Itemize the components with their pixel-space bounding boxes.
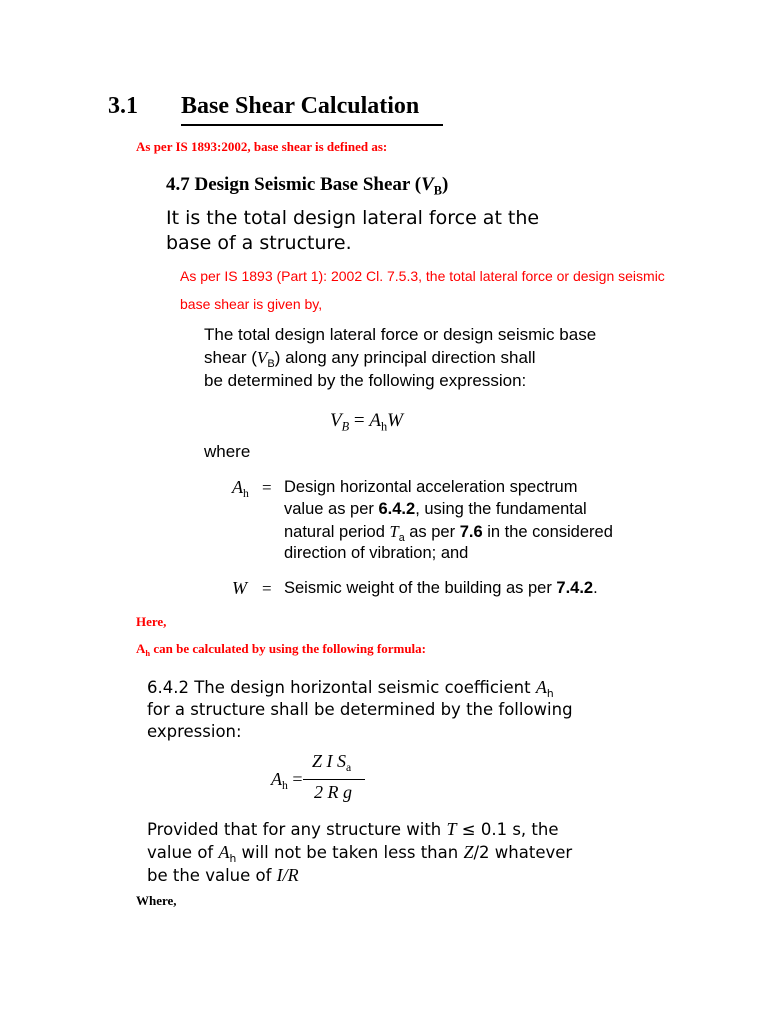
section-title: Base Shear Calculation xyxy=(181,93,420,119)
ah-intro-subscript: h xyxy=(145,647,151,658)
proviso-line2-b: will not be taken less than xyxy=(236,843,464,862)
ah-subscript: h xyxy=(546,686,554,700)
formula-ah-letter: A xyxy=(271,769,282,789)
def-w-equals: = xyxy=(262,579,272,598)
def-ah-line3-d: in the considered xyxy=(482,523,613,541)
ah-formula-numerator xyxy=(312,751,351,774)
base-shear-formula xyxy=(330,410,403,434)
formula-equals: = xyxy=(349,410,370,431)
i-over-r-symbol: I/R xyxy=(276,865,299,885)
vb-subscript: B xyxy=(433,183,443,198)
ta-subscript: a xyxy=(398,531,405,544)
ref-7-4-2: 7.4.2 xyxy=(556,579,594,597)
ah-formula-intro xyxy=(136,641,426,658)
t-symbol: T xyxy=(446,819,457,839)
vb-symbol: V xyxy=(256,348,268,367)
formula-w-symbol: W xyxy=(387,410,403,431)
clause-7-5-3-line1: The total design lateral force or design seismic base xyxy=(204,325,597,344)
ref-7-6: 7.6 xyxy=(459,523,483,541)
def-ah-line3-a: natural period xyxy=(284,523,390,541)
vb-symbol: V xyxy=(421,174,434,195)
def-ah-line3 xyxy=(284,522,613,544)
here-label: Here, xyxy=(136,614,167,629)
def-w-text xyxy=(284,579,598,598)
red-note-line1: As per IS 1893 (Part 1): 2002 Cl. 7.5.3, the total lateral force or design seismic xyxy=(180,268,665,284)
formula-ah-subscript: h xyxy=(282,779,288,793)
vb-subscript: B xyxy=(267,357,275,370)
formula-equals: = xyxy=(287,769,303,789)
def-w-period: . xyxy=(593,579,598,597)
clause-7-5-3-line3: be determined by the following expression: xyxy=(204,371,527,390)
numerator-subscript: a xyxy=(346,761,352,775)
z-symbol: Z xyxy=(463,842,474,862)
formula-vb-symbol: V xyxy=(330,410,342,431)
clause-6-4-2-line3: expression: xyxy=(147,722,242,741)
ah-symbol: A xyxy=(535,677,547,697)
clause-7-5-3-line2 xyxy=(204,348,536,370)
clause-6-4-2-line2: for a structure shall be determined by the following xyxy=(147,700,573,719)
def-ah-symbol xyxy=(232,477,249,500)
clause-4-7-title xyxy=(166,174,448,198)
formula-ah-subscript: h xyxy=(380,419,388,434)
ah-intro-symbol: A xyxy=(136,641,146,656)
def-ah-subscript: h xyxy=(243,487,249,501)
line2-text-b: ) along any principal direction shall xyxy=(274,348,536,367)
def-ah-line4: direction of vibration; and xyxy=(284,544,469,562)
ah-formula-denominator: 2 R g xyxy=(314,782,352,802)
clause-4-7-title-text: 4.7 Design Seismic Base Shear ( xyxy=(166,174,422,195)
formula-ah-symbol: A xyxy=(369,410,381,431)
section-number: 3.1 xyxy=(108,93,138,119)
proviso-line1-b: ≤ 0.1 s, the xyxy=(456,820,559,839)
clause-6-4-2-text: 6.4.2 The design horizontal seismic coefficient xyxy=(147,678,536,697)
def-ah-letter: A xyxy=(232,477,243,497)
red-note-line2: base shear is given by, xyxy=(180,296,323,312)
proviso-line1-a: Provided that for any structure with xyxy=(147,820,447,839)
ref-6-4-2: 6.4.2 xyxy=(378,500,416,518)
proviso-line3 xyxy=(147,864,299,887)
ah-formula-lhs xyxy=(271,769,303,792)
where-label: where xyxy=(204,442,251,461)
def-ah-line2-c: , using the fundamental xyxy=(415,500,587,518)
section-title-underline xyxy=(181,124,443,126)
def-ah-line1: Design horizontal acceleration spectrum xyxy=(284,478,578,496)
proviso-line2-d: /2 whatever xyxy=(473,843,573,862)
ah-subscript: h xyxy=(229,851,237,865)
ah-intro-text: can be calculated by using the following formula: xyxy=(150,641,426,656)
def-ah-line2-a: value as per xyxy=(284,500,379,518)
line2-text-a: shear ( xyxy=(204,348,257,367)
def-ah-line2 xyxy=(284,500,587,519)
proviso-line3-a: be the value of xyxy=(147,866,277,885)
def-w-symbol: W xyxy=(232,578,247,598)
where-end-label: Where, xyxy=(136,893,177,908)
proviso-line2-a: value of xyxy=(147,843,219,862)
def-w-text-a: Seismic weight of the building as per xyxy=(284,579,557,597)
ah-symbol: A xyxy=(218,842,230,862)
proviso-line1 xyxy=(147,818,559,841)
def-ah-equals: = xyxy=(262,478,272,497)
fraction-bar xyxy=(303,779,365,780)
clause-4-7-text: It is the total design lateral force at the base of a structure. xyxy=(166,207,540,254)
formula-vb-subscript: B xyxy=(341,419,350,434)
ta-symbol: T xyxy=(389,522,399,541)
numerator-text: Z I S xyxy=(312,751,347,771)
def-ah-line3-b: as per xyxy=(404,523,460,541)
intro-note: As per IS 1893:2002, base shear is defined as: xyxy=(136,139,388,154)
clause-4-7-title-close: ) xyxy=(442,174,449,195)
